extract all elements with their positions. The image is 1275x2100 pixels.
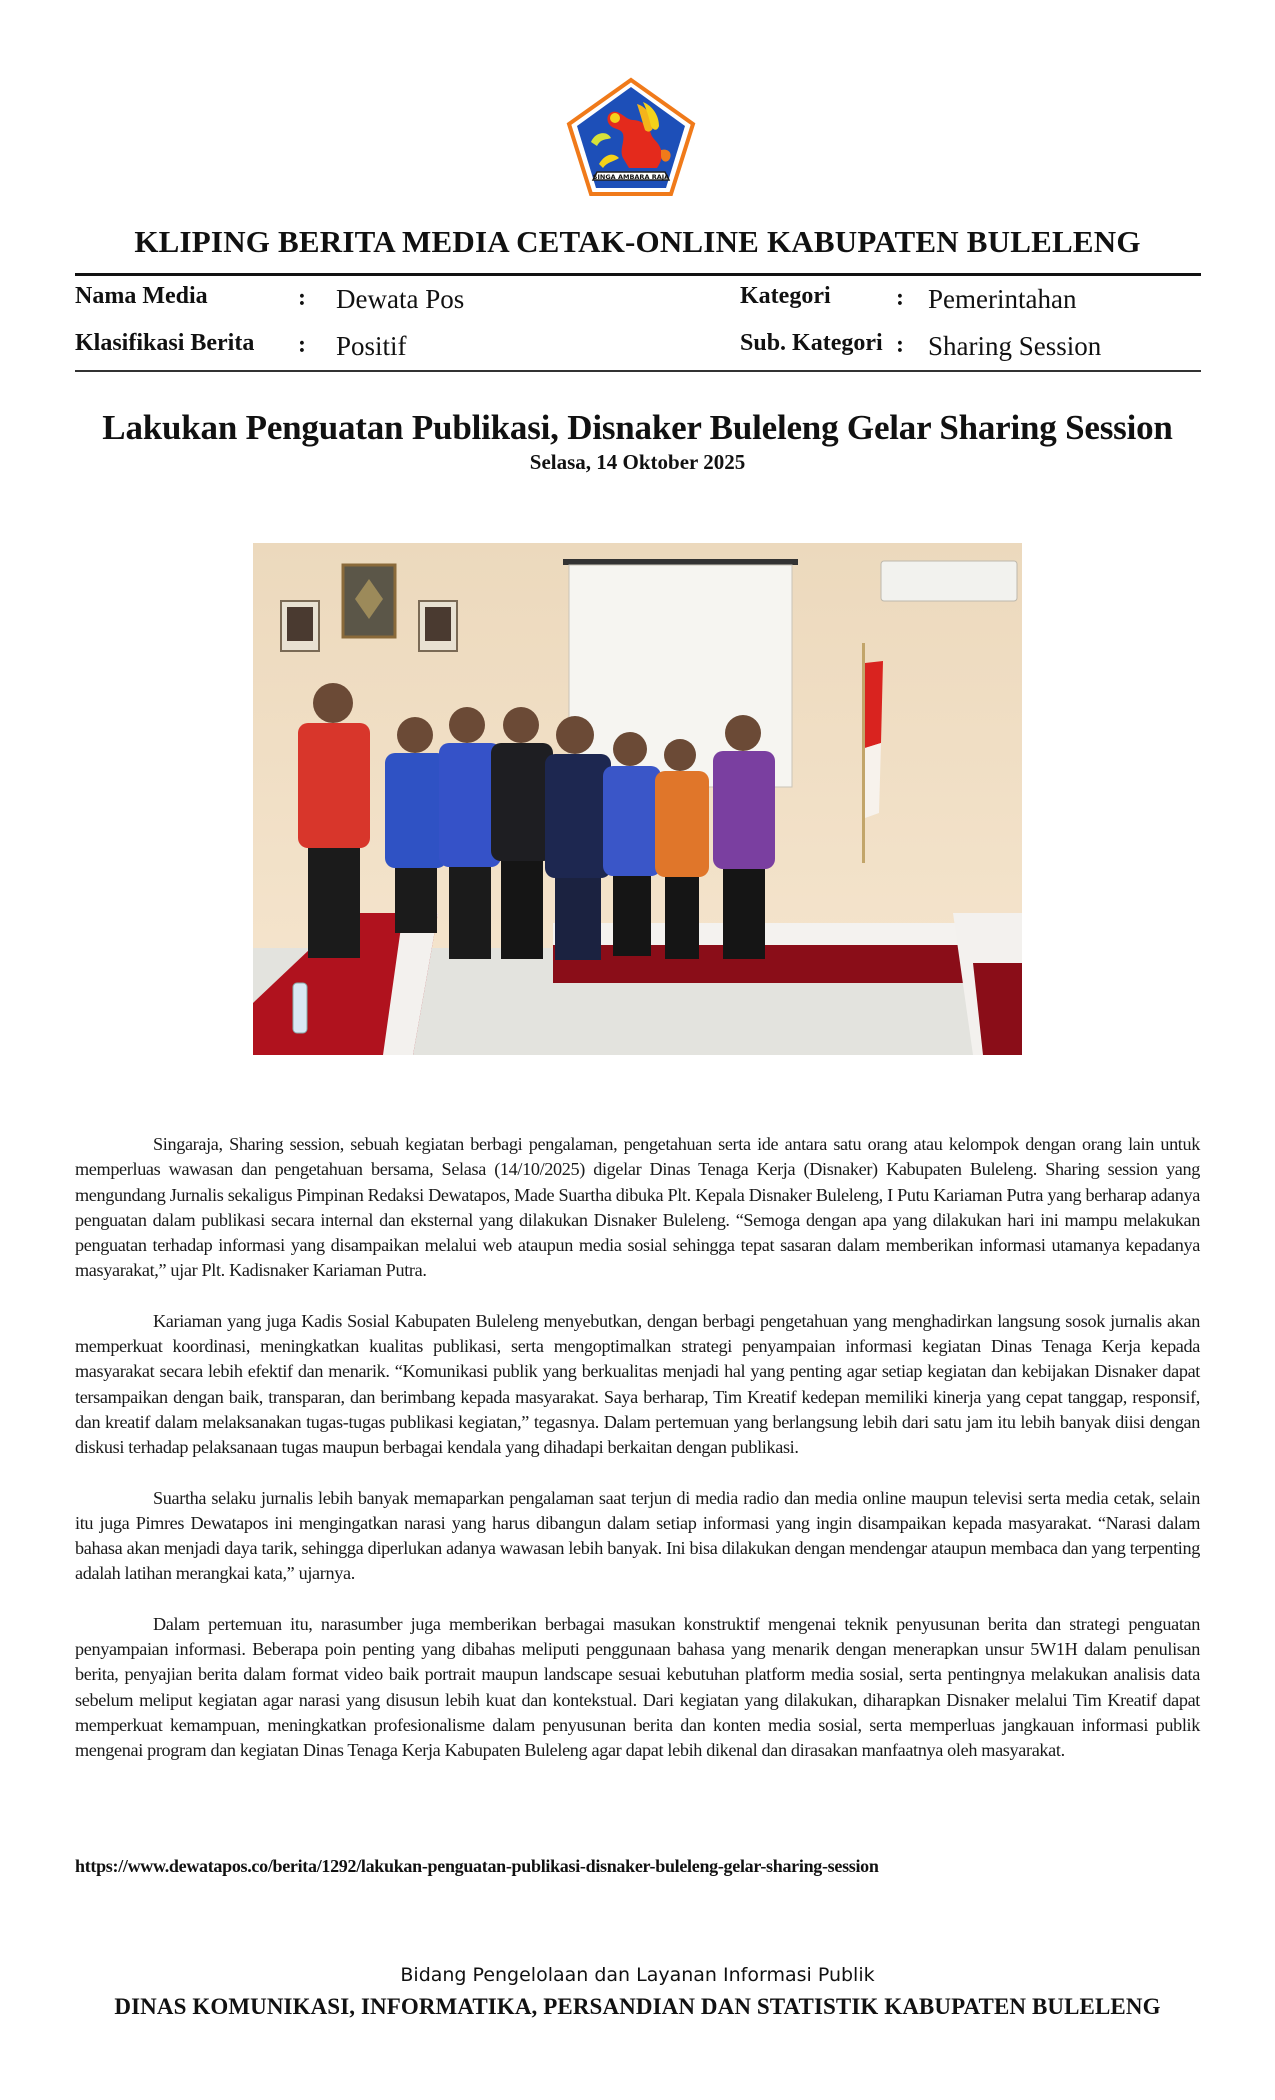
article-title: Lakukan Penguatan Publikasi, Disnaker Buleleng Gelar Sharing Session [102, 408, 1173, 447]
meta-colon: : [896, 285, 904, 311]
meta-label-category: Kategori [740, 283, 831, 309]
meta-value-category: Pemerintahan [928, 284, 1077, 314]
meta-value-media-name: Dewata Pos [336, 284, 465, 314]
portrait-frame [281, 601, 319, 651]
footer-division: Bidang Pengelolaan dan Layanan Informasi Publik [400, 1964, 875, 1986]
garuda-emblem-frame [343, 565, 395, 637]
meta-colon: : [298, 332, 306, 358]
air-conditioner [881, 561, 1017, 601]
kabupaten-buleleng-crest-icon [565, 76, 697, 198]
source-link[interactable]: https://www.dewatapos.co/berita/1292/lakukan-penguatan-publikasi-disnaker-buleleng-gelar-sharing-session [75, 1856, 879, 1876]
meta-label-classification: Klasifikasi Berita [75, 330, 255, 356]
article-photo [253, 543, 1022, 1055]
article-paragraph: Suartha selaku jurnalis lebih banyak memaparkan pengalaman saat terjun di media radio dan media online maupun televisi serta media cetak, selain itu juga Pimres Dewatapos ini mengingatkan narasi yang harus dibangun dalam setiap informasi yang ingin disampaikan kepada masyarakat. “Narasi dalam bahasa akan menjadi daya tarik, sehingga diperlukan adanya wawasan lebih banyak. Ini bisa dilakukan dengan mendengar ataupun membaca dan yang terpenting adalah latihan merangkai kata,” ujarnya. [75, 1487, 1200, 1584]
header-rule-top [75, 273, 1201, 276]
meta-value-sub-category: Sharing Session [928, 331, 1102, 361]
article-paragraph: Kariaman yang juga Kadis Sosial Kabupaten Buleleng menyebutkan, dengan berbagi pengetahuan yang menghadirkan langsung sosok jurnalis akan memperkuat koordinasi, meningkatkan kualitas publikasi, serta mengoptimalkan strategi penyampaian informasi kegiatan Dinas Tenaga Kerja kepada masyarakat secara lebih efektif dan menarik. “Komunikasi publik yang berkualitas menjadi hal yang penting agar setiap kegiatan dan kebijakan Disnaker dapat tersampaikan dengan baik, transparan, dan berimbang kepada masyarakat. Saya berharap, Tim Kreatif kedepan memiliki kinerja yang cepat tanggap, responsif, dan kreatif dalam melaksanakan tugas-tugas publikasi kegiatan,” tegasnya. Dalam pertemuan yang berlangsung lebih dari satu jam itu lebih banyak diisi dengan diskusi terhadap pelaksanaan tugas maupun berbagai kendala yang dihadapi berkaitan dengan publikasi. [75, 1310, 1200, 1458]
meta-value-classification: Positif [336, 331, 407, 361]
header-rule-bottom [75, 370, 1201, 372]
document-header-title: KLIPING BERITA MEDIA CETAK-ONLINE KABUPATEN BULELENG [134, 224, 1141, 259]
meta-label-sub-category: Sub. Kategori [740, 330, 883, 356]
article-paragraph: Singaraja, Sharing session, sebuah kegiatan berbagi pengalaman, pengetahuan serta ide antara satu orang atau kelompok dengan orang lain untuk memperluas wawasan dan pengetahuan bersama, Selasa (14/10/2025) digelar Dinas Tenaga Kerja (Disnaker) Kabupaten Buleleng. Sharing session yang mengundang Jurnalis sekaligus Pimpinan Redaksi Dewatapos, Made Suartha dibuka Plt. Kepala Disnaker Buleleng, I Putu Kariaman Putra yang berharap adanya penguatan dalam publikasi secara internal dan eksternal yang dilakukan Disnaker Buleleng. “Semoga dengan apa yang dilakukan hari ini mampu melakukan penguatan terhadap informasi yang disampaikan melalui web ataupun media sosial sehingga tepat sasaran dalam memberikan informasi utamanya kepadanya masyarakat,” ujar Plt. Kadisnaker Kariaman Putra. [75, 1134, 1200, 1281]
article-body [75, 1132, 1200, 1789]
footer-agency: DINAS KOMUNIKASI, INFORMATIKA, PERSANDIAN DAN STATISTIK KABUPATEN BULELENG [114, 1994, 1161, 2019]
article-paragraph: Dalam pertemuan itu, narasumber juga memberikan berbagai masukan konstruktif mengenai teknik penyusunan berita dan strategi penguatan penyampaian informasi. Beberapa poin penting yang dibahas meliputi penggunaan bahasa yang menarik dengan menerapkan unsur 5W1H dalam penulisan berita, penyajian berita dalam format video baik portrait maupun landscape sesuai kebutuhan platform media sosial, serta pentingnya melakukan analisis data sebelum meliput kegiatan agar narasi yang disusun lebih kuat dan kontekstual. Dari kegiatan yang dilakukan, diharapkan Disnaker melalui Tim Kreatif dapat memperkuat kemampuan, meningkatkan profesionalisme dalam penyusunan berita dan konten media sosial, serta memperluas jangkauan informasi publik mengenai program dan kegiatan Dinas Tenaga Kerja Kabupaten Buleleng agar dapat lebih dikenal dan dirasakan manfaatnya oleh masyarakat. [75, 1613, 1200, 1761]
crest-motto: SINGA AMBARA RAJA [592, 173, 670, 181]
meta-colon: : [896, 332, 904, 358]
article-date: Selasa, 14 Oktober 2025 [529, 450, 746, 474]
water-bottle [293, 983, 307, 1033]
meta-label-media-name: Nama Media [75, 283, 208, 309]
portrait-frame [419, 601, 457, 651]
meta-colon: : [298, 285, 306, 311]
